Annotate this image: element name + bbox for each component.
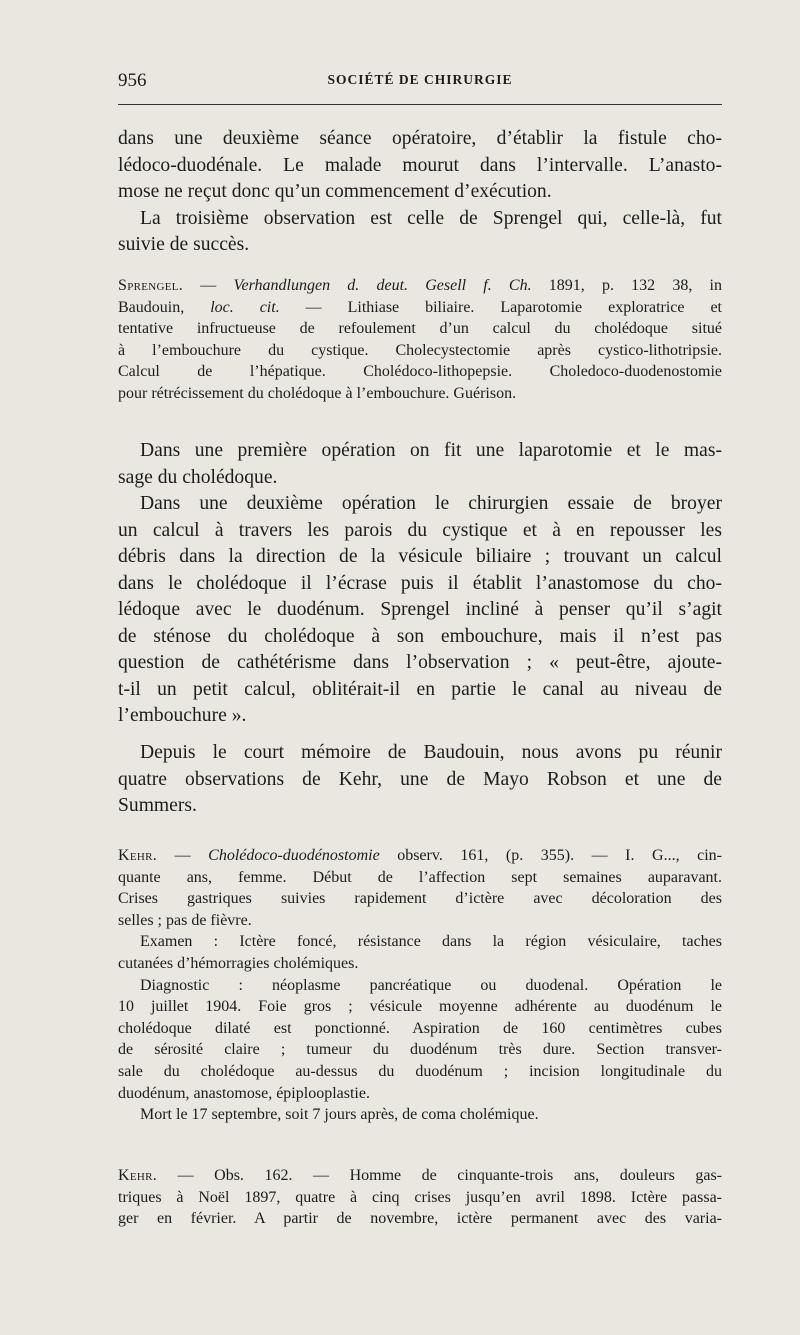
text-line: mose ne reçut donc qu’un commencement d’exécution. (118, 181, 552, 202)
text-line: duodénum, anastomose, épiplooplastie. (118, 1084, 370, 1102)
text-line: cutanées d’hémorragies cholémiques. (118, 954, 359, 972)
text-line: triques à Noël 1897, quatre à cinq crises jusqu’en avril 1898. Ictère passa- (118, 1188, 722, 1206)
text-line: Calcul de l’hépatique. Cholédoco-lithopepsie. Choledoco-duodenostomie (118, 363, 722, 381)
reference: 1891, p. 132 38, in (531, 277, 723, 294)
text-line (118, 275, 722, 297)
text-line: question de cathétérisme dans l’observation ; « peut-être, ajoute- (118, 652, 722, 673)
text-segment: Baudouin, (118, 298, 211, 316)
text-line (118, 297, 722, 319)
text-segment: — Obs. 162. — Homme de cinquante-trois ans, douleurs gas- (157, 1167, 722, 1184)
text-line (118, 1165, 722, 1187)
running-title: SOCIÉTÉ DE CHIRURGIE (327, 72, 513, 87)
text-line: Examen : Ictère foncé, résistance dans la région vésiculaire, taches (140, 933, 722, 951)
text-line: de sérosité claire ; tumeur du duodénum très dure. Section transver- (118, 1041, 722, 1059)
text-line: débris dans la direction de la vésicule biliaire ; trouvant un calcul (118, 546, 722, 567)
page-header (118, 70, 722, 94)
author-name: Kehr. (118, 1167, 158, 1184)
text-line: La troisième observation est celle de Sprengel qui, celle-là, fut (140, 207, 722, 229)
text-line: sale du cholédoque au-dessus du duodénum ; incision longitudinale du (118, 1062, 722, 1080)
text-line: suivie de succès. (118, 234, 250, 255)
text-line: quante ans, femme. Début de l’affection sept semaines auparavant. (118, 868, 722, 886)
text-line: dans le cholédoque il l’écrase puis il établit l’anastomose du cho- (118, 572, 722, 594)
dash: — (157, 847, 209, 864)
journal-title: Verhandlungen d. deut. Gesell f. Ch. (233, 277, 532, 294)
page-number: 956 (118, 70, 147, 91)
author-name: Sprengel. (118, 277, 184, 294)
text-line: Summers. (118, 795, 197, 816)
text-line: sage du cholédoque. (118, 466, 278, 488)
summary-paragraph (118, 740, 722, 820)
loc-cit: loc. cit. (210, 298, 280, 316)
header-rule (118, 104, 722, 105)
text-segment: observ. 161, (p. 355). — I. G..., cin- (379, 847, 723, 864)
text-line: un calcul à travers les parois du cystique et à en repousser les (118, 519, 722, 541)
text-line: 10 juillet 1904. Foie gros ; vésicule moyenne adhérente au duodénum le (118, 998, 722, 1016)
kehr-observation-162 (118, 1165, 722, 1230)
discussion-paragraph (118, 438, 722, 730)
text-line: Dans une deuxième opération le chirurgien essaie de broyer (140, 493, 722, 514)
author-name: Kehr. (118, 847, 158, 864)
text-line: Dans une première opération on fit une laparotomie et le mas- (140, 440, 722, 461)
text-line: lédoque avec le duodénum. Sprengel incliné à penser qu’il s’agit (118, 599, 722, 620)
text-line: tentative infructueuse de refoulement d’un calcul du cholédoque situé (118, 320, 722, 338)
kehr-observation-161 (118, 845, 722, 1126)
text-line: cholédoque dilaté est ponctionné. Aspiration de 160 centimètres cubes (118, 1019, 722, 1037)
text-line: Diagnostic : néoplasme pancréatique ou duodenal. Opération le (140, 976, 722, 994)
text-line: lédoco-duodénale. Le malade mourut dans l’intervalle. L’anasto- (118, 154, 722, 176)
text-line: Crises gastriques suivies rapidement d’ictère avec décoloration des (118, 890, 722, 908)
text-line: Depuis le court mémoire de Baudouin, nous avons pu réunir (140, 742, 722, 763)
text-line: ger en février. A partir de novembre, ictère permanent avec des varia- (118, 1210, 722, 1228)
sprengel-note (118, 275, 722, 405)
text-line: de sténose du cholédoque à son embouchure, mais il n’est pas (118, 625, 722, 647)
text-segment: — Lithiase biliaire. Laparotomie exploratrice et (279, 298, 722, 316)
observation-title: Cholédoco-duodénostomie (208, 847, 380, 864)
text-line: dans une deuxième séance opératoire, d’établir la fistule cho- (118, 128, 722, 149)
dash: — (183, 277, 234, 294)
text-line: Mort le 17 septembre, soit 7 jours après, de coma cholémique. (140, 1106, 539, 1124)
text-line: quatre observations de Kehr, une de Mayo Robson et une de (118, 768, 722, 790)
text-line: l’embouchure ». (118, 705, 247, 726)
text-line: pour rétrécissement du cholédoque à l’embouchure. Guérison. (118, 384, 517, 402)
text-line: à l’embouchure du cystique. Cholecystectomie après cystico-lithotripsie. (118, 341, 722, 359)
text-line (118, 845, 722, 867)
text-line: t-il un petit calcul, oblitérait-il en partie le canal au niveau de (118, 678, 722, 700)
intro-paragraph (118, 126, 722, 259)
text-line: selles ; pas de fièvre. (118, 911, 252, 929)
